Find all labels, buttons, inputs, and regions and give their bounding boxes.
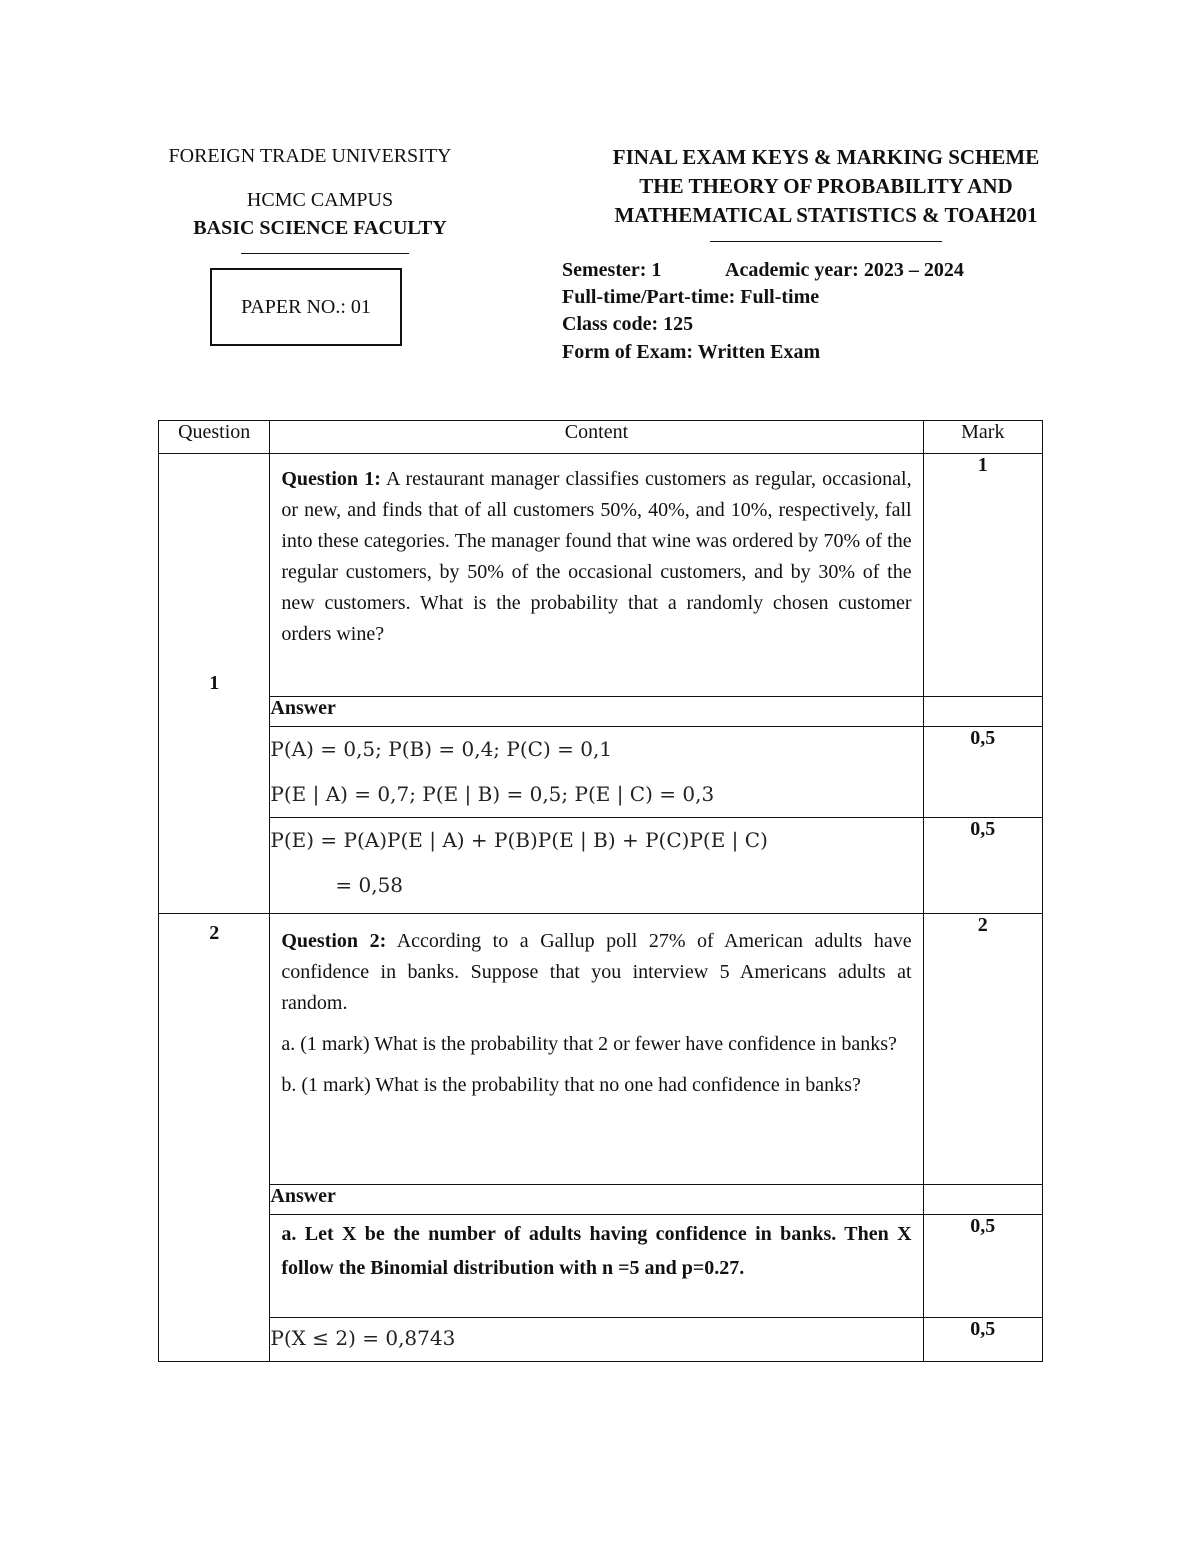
title-line-2: THE THEORY OF PROBABILITY AND [639,174,1013,198]
question-2-content [270,914,923,1185]
semester: Semester: 1 [562,259,662,281]
table-row [159,454,1043,697]
question-2-step-2-mark: 0,5 [923,1318,1042,1362]
table-row [159,697,1043,727]
question-1-step-1 [270,727,923,818]
exam-form: Form of Exam: Written Exam [562,341,821,363]
title-line-1: FINAL EXAM KEYS & MARKING SCHEME [612,145,1040,169]
left-divider [241,253,409,254]
q1-step1-line1: P(A) = 0,5; P(B) = 0,4; P(C) = 0,1 [270,737,613,761]
paper-number-box [210,268,402,346]
paper-number: PAPER NO.: 01 [241,295,371,318]
question-1-step-2-mark: 0,5 [923,818,1042,914]
question-1-step-1-mark: 0,5 [923,727,1042,818]
question-2-number: 2 [159,914,270,1362]
table-header-row [159,421,1043,454]
answer-mark-empty [923,697,1042,727]
question-1-content [270,454,923,697]
question-2-step-1-mark: 0,5 [923,1215,1042,1318]
table-row [159,1185,1043,1215]
question-2-answer-label: Answer [270,1185,923,1215]
question-2-mark: 2 [923,914,1042,1185]
class-code: Class code: 125 [562,313,694,335]
header-content: Content [270,421,923,454]
question-1-step-2 [270,818,923,914]
table-row [159,818,1043,914]
question-2-step-2: P(X ≤ 2) = 0,8743 [270,1318,923,1362]
q1-step2-line1: P(E) = P(A)P(E | A) + P(B)P(E | B) + P(C)P(E | C) [270,828,768,852]
question-2-text: According to a Gallup poll 27% of American adults have confidence in banks. Suppose that you interview 5 Americans adults at random. [281,930,912,1014]
table-row [159,914,1043,1185]
academic-year: Academic year: 2023 – 2024 [725,259,964,281]
marking-scheme-table [158,420,1043,1362]
question-1-answer-label: Answer [270,697,923,727]
q1-step1-line2: P(E | A) = 0,7; P(E | B) = 0,5; P(E | C) = 0,3 [270,782,715,806]
header-question: Question [159,421,270,454]
question-2-step-1: a. Let X be the number of adults having confidence in banks. Then X follow the Binomial distribution with n =5 and p=0.27. [281,1223,912,1279]
question-2-step-1-cell [270,1215,923,1318]
question-1-text: A restaurant manager classifies customers as regular, occasional, or new, and finds that of all customers 50%, 40%, and 10%, respectively, fall into these categories. The manager found that wine was ordered by 70% of the regular customers, by 50% of the occasional customers, and by 30% of the new customers. What is the probability that a randomly chosen customer orders wine? [281,468,912,645]
q1-step2-line2: = 0,58 [335,873,404,897]
title-line-3: MATHEMATICAL STATISTICS & TOAH201 [614,203,1038,227]
question-1-mark: 1 [923,454,1042,697]
header-mark: Mark [923,421,1042,454]
question-2-part-b: b. (1 mark) What is the probability that no one had confidence in banks? [281,1074,861,1096]
faculty-name: BASIC SCIENCE FACULTY [193,217,447,239]
question-1-label: Question 1: [281,468,381,490]
question-1-number: 1 [159,454,270,914]
question-2-part-a: a. (1 mark) What is the probability that 2 or fewer have confidence in banks? [281,1033,897,1055]
table-row [159,1318,1043,1362]
campus-name: HCMC CAMPUS [246,189,394,211]
question-2-label: Question 2: [281,930,387,952]
study-mode: Full-time/Part-time: Full-time [562,286,820,308]
answer-mark-empty [923,1185,1042,1215]
right-divider [710,241,942,242]
table-row [159,727,1043,818]
exam-title [560,143,1092,230]
university-name: FOREIGN TRADE UNIVERSITY [168,145,452,167]
table-row [159,1215,1043,1318]
